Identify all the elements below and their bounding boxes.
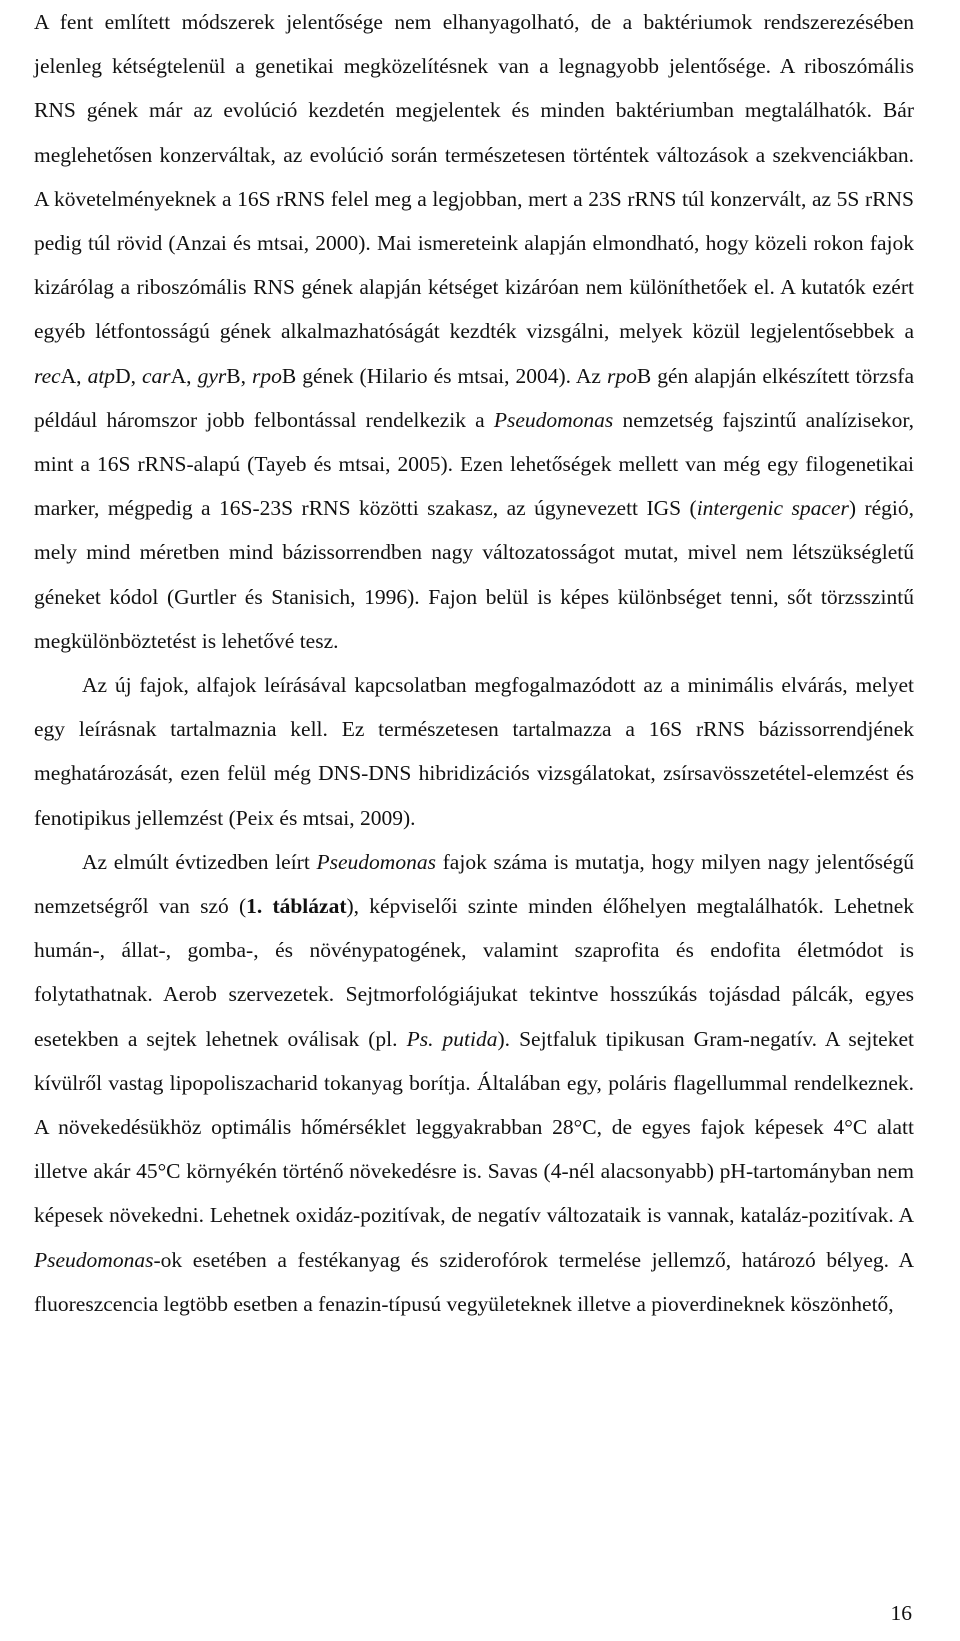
page-number: 16 [890, 1601, 912, 1625]
text-run-italic: Pseudomonas [34, 1247, 154, 1272]
text-run-normal: ), képviselői szinte minden élőhelyen megtalálhatók. Lehetnek humán-, állat-, gomba-, és növénypatogének, valamint szaprofita és endofita életmódot is folytathatnak. Aerob szervezetek. Sejtmorfológiájukat tekintve hosszúkás tojásdad pálcák, egyes esetekben a sejtek lehetnek oválisak (pl. [34, 894, 914, 1051]
text-run-normal: D, [115, 363, 142, 388]
paragraph-species-description [34, 663, 914, 840]
text-run-normal: A, [170, 363, 198, 388]
text-run-italic: rpo [251, 363, 282, 388]
paragraph-genetic-approach [34, 0, 914, 663]
text-run-normal: Az elmúlt évtizedben leírt [82, 849, 317, 874]
text-run-normal: ). Sejtfaluk tipikusan Gram-negatív. A sejteket kívülről vastag lipopoliszacharid tokanyag borítja. Általában egy, poláris flagellummal rendelkeznek. A növekedésükhöz optimális hőmérséklet leggyakrabban 28°C, de egyes fajok képesek 4°C alatt illetve akár 45°C környékén történő növekedésre is. Savas (4-nél alacsonyabb) pH-tartományban nem képesek növekedni. Lehetnek oxidáz-pozitívak, de negatív változataik is vannak, kataláz-pozitívak. A [34, 1026, 914, 1228]
text-run-normal: -ok esetében a festékanyag és sziderofórok termelése jellemző, határozó bélyeg. A fluoreszcencia legtöbb esetben a fenazin-típusú vegyületeknek illetve a pioverdineknek köszönhető, [34, 1247, 914, 1316]
text-run-italic: rec [34, 363, 61, 388]
text-run-normal: B, [226, 363, 252, 388]
text-run-italic: Pseudomonas [316, 849, 436, 874]
document-page [34, 0, 914, 1326]
text-run-italic: gyr [197, 363, 227, 388]
text-run-normal: ) régió, mely mind méretben mind bázissorrendben nagy változatosságot mutat, mivel nem létszükségletű géneket kódol (Gurtler és Stanisich, 1996). Fajon belül is képes különbséget tenni, sőt törzsszintű megkülönböztetést is lehetővé tesz. [34, 496, 914, 653]
text-run-normal: nemzetség fajszintű analízisekor, mint a 16S rRNS-alapú (Tayeb és mtsai, 2005). Ezen lehetőségek mellett van még egy filogenetikai marker, mégpedig a 16S-23S rRNS közötti szakasz, az úgynevezett IGS ( [34, 407, 914, 521]
text-run-normal: fajok száma is mutatja, hogy milyen nagy jelentőségű nemzetségről van szó ( [34, 849, 914, 919]
text-run-italic: car [141, 363, 171, 388]
text-run-normal: B gének (Hilario és mtsai, 2004). Az [281, 363, 607, 388]
text-run-normal: B gén alapján elkészített törzsfa például háromszor jobb felbontással rendelkezik a [34, 363, 915, 432]
text-run-normal: Az új fajok, alfajok leírásával kapcsolatban megfogalmazódott az a minimális elvárás, melyet egy leírásnak tartalmaznia kell. Ez természetesen tartalmazza a 16S rRNS bázissorrendjének meghatározását, ezen felül még DNS-DNS hibridizációs vizsgálatokat, zsírsavösszetétel-elemzést és fenotipikus jellemzést (Peix és mtsai, 2009). [34, 673, 914, 830]
text-run-bold: 1. táblázat [246, 894, 347, 919]
text-run-italic: intergenic spacer [696, 496, 849, 521]
text-run-normal: A, [60, 363, 88, 388]
text-run-italic: rpo [606, 363, 637, 388]
text-run-italic: Ps. putida [406, 1026, 498, 1051]
paragraph-pseudomonas-characteristics [34, 840, 914, 1326]
text-run-italic: atp [87, 363, 116, 388]
text-run-normal: A fent említett módszerek jelentősége nem elhanyagolható, de a baktériumok rendszerezésében jelenleg kétségtelenül a genetikai megközelítésnek van a legnagyobb jelentősége. A riboszómális RNS gének már az evolúció kezdetén megjelentek és minden baktériumban megtalálhatók. Bár meglehetősen konzerváltak, az evolúció során természetesen történtek változások a szekvenciákban. A követelményeknek a 16S rRNS felel meg a legjobban, mert a 23S rRNS túl konzervált, az 5S rRNS pedig túl rövid (Anzai és mtsai, 2000). Mai ismereteink alapján elmondható, hogy közeli rokon fajok kizárólag a riboszómális RNS gének alapján kétséget kizáróan nem különíthetőek el. A kutatók ezért egyéb létfontosságú gének alkalmazhatóságát kezdték vizsgálni, melyek közül legjelentősebbek a [34, 10, 914, 344]
text-run-italic: Pseudomonas [493, 407, 614, 432]
